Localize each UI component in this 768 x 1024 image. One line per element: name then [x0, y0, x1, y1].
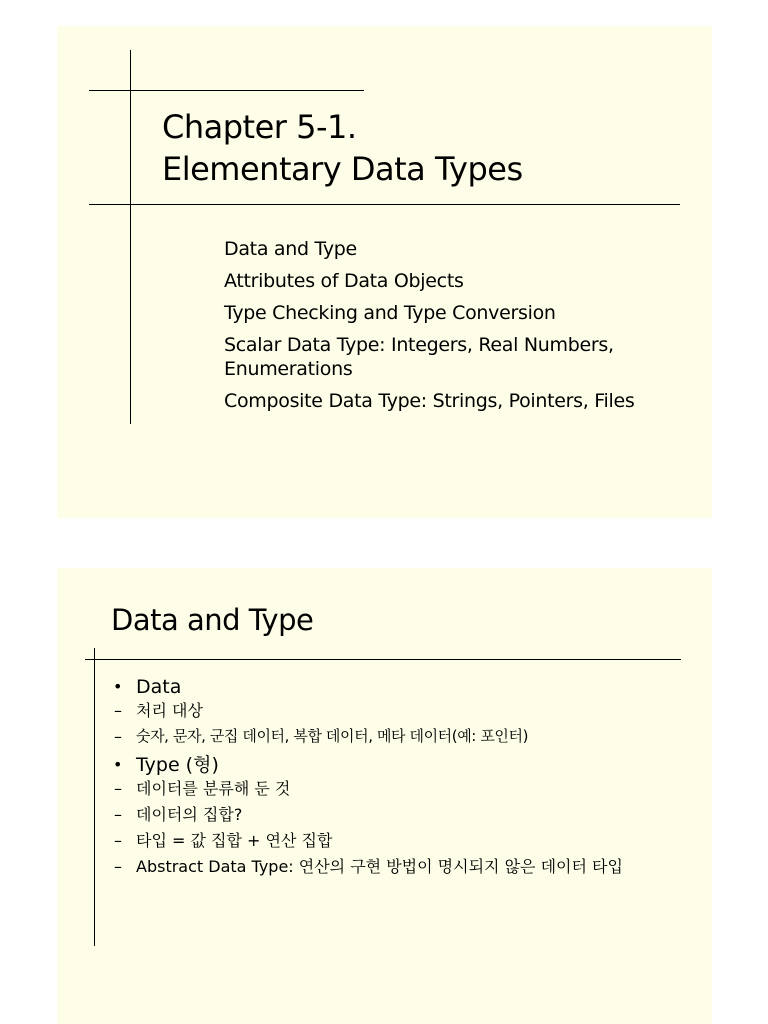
bullet-marker: • [113, 755, 123, 774]
middle-horizontal-rule [89, 204, 680, 205]
content-slide [57, 568, 712, 1024]
bullet-line [111, 674, 681, 700]
title-line-1: Chapter 5-1. [162, 108, 357, 146]
sub-item [111, 726, 681, 747]
sub-list [111, 778, 681, 877]
bullet-item-data [111, 674, 681, 747]
bullet-label: Data [136, 676, 182, 698]
sub-list [111, 700, 681, 747]
sub-item [111, 804, 681, 825]
sub-item-text: 데이터의 집합? [136, 805, 243, 824]
slide-title: Data and Type [111, 603, 314, 637]
bullet-marker: • [113, 677, 123, 696]
dash-marker: – [114, 779, 122, 798]
topic-item: Type Checking and Type Conversion [224, 302, 556, 324]
slide-title [162, 106, 523, 190]
topic-item: Scalar Data Type: Integers, Real Numbers, Enumerations [224, 334, 614, 380]
dash-marker: – [114, 857, 122, 876]
sub-item-text: 처리 대상 [136, 701, 203, 720]
sub-item [111, 700, 681, 721]
horizontal-rule [85, 659, 681, 660]
sub-item-text: Abstract Data Type: 연산의 구현 방법이 명시되지 않은 데이터 타입 [136, 857, 623, 876]
sub-item [111, 856, 681, 877]
vertical-rule [94, 648, 95, 946]
sub-item-text: 데이터를 분류해 둔 것 [136, 779, 291, 798]
dash-marker: – [114, 805, 122, 824]
topic-list [224, 237, 664, 421]
bullet-label: Type (형) [136, 754, 219, 776]
sub-item [111, 830, 681, 851]
topic-item: Composite Data Type: Strings, Pointers, Files [224, 390, 635, 412]
dash-marker: – [114, 727, 122, 746]
title-slide [57, 26, 712, 518]
topic-item: Data and Type [224, 238, 357, 260]
sub-item-text: 숫자, 문자, 군집 데이터, 복합 데이터, 메타 데이터(예: 포인터) [136, 727, 529, 745]
topic-item: Attributes of Data Objects [224, 270, 464, 292]
top-horizontal-rule [89, 90, 364, 91]
dash-marker: – [114, 831, 122, 850]
sub-item-text: 타입 = 값 집합 + 연산 집합 [136, 831, 333, 850]
sub-item [111, 778, 681, 799]
bullet-list [111, 674, 681, 882]
title-line-2: Elementary Data Types [162, 150, 523, 188]
dash-marker: – [114, 701, 122, 720]
bullet-line [111, 752, 681, 778]
vertical-rule [130, 50, 131, 424]
bullet-item-type [111, 752, 681, 877]
